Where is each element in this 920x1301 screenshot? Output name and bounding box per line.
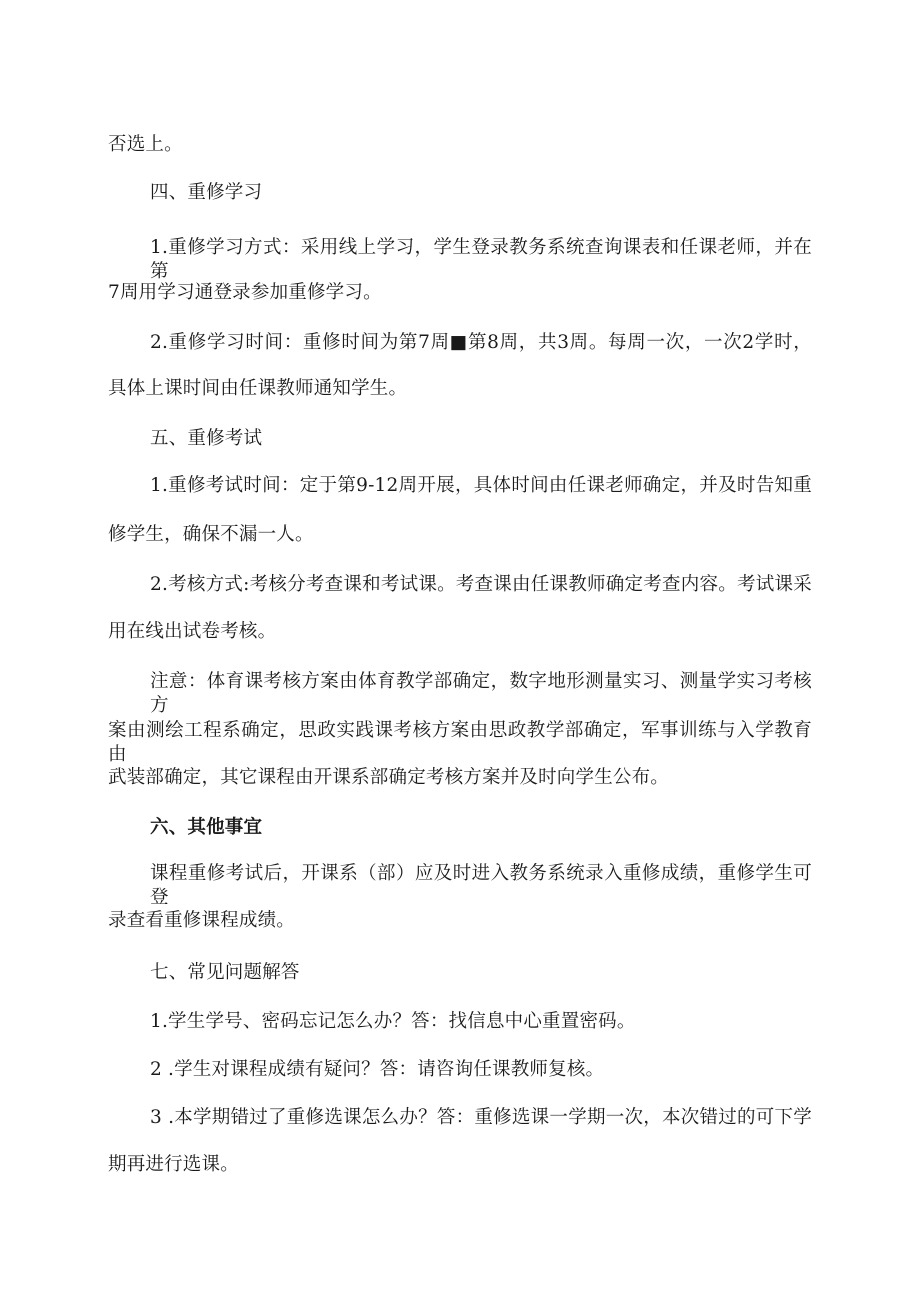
section-heading-6: 六、其他事宜 bbox=[150, 817, 263, 838]
paragraph-line: 具体上课时间由任课教师通知学生。 bbox=[108, 378, 408, 399]
section-heading-4: 四、重修学习 bbox=[150, 182, 263, 203]
faq-item: 3 .本学期错过了重修选课怎么办？答：重修选课一学期一次，本次错过的可下学 bbox=[150, 1107, 812, 1128]
paragraph-continuation: 否选上。 bbox=[108, 134, 183, 155]
paragraph-line: 案由测绘工程系确定，思政实践课考核方案由思政教学部确定，军事训练与入学教育由 bbox=[108, 720, 812, 765]
faq-item-continuation: 期再进行选课。 bbox=[108, 1154, 239, 1175]
paragraph-line: 课程重修考试后，开课系（部）应及时进入教务系统录入重修成绩，重修学生可登 bbox=[150, 863, 812, 908]
section-heading-7: 七、常见问题解答 bbox=[150, 962, 300, 983]
paragraph-line: 用在线出试卷考核。 bbox=[108, 621, 277, 642]
paragraph-line: 7周用学习通登录参加重修学习。 bbox=[108, 282, 382, 303]
section-heading-5: 五、重修考试 bbox=[150, 428, 263, 449]
paragraph-line: 武装部确定，其它课程由开课系部确定考核方案并及时向学生公布。 bbox=[108, 767, 670, 788]
faq-item: 1.学生学号、密码忘记怎么办？答：找信息中心重置密码。 bbox=[150, 1011, 636, 1032]
paragraph-line: 2.重修学习时间：重修时间为第7周■第8周，共3周。每周一次，一次2学时， bbox=[150, 332, 812, 353]
paragraph-line: 修学生，确保不漏一人。 bbox=[108, 524, 314, 545]
paragraph-line: 2.考核方式:考核分考查课和考试课。考查课由任课教师确定考查内容。考试课采 bbox=[150, 574, 812, 595]
paragraph-line: 注意：体育课考核方案由体育教学部确定，数字地形测量实习、测量学实习考核方 bbox=[150, 671, 812, 716]
paragraph-line: 1.重修考试时间：定于第9-12周开展，具体时间由任课老师确定，并及时告知重 bbox=[150, 475, 812, 496]
paragraph-line: 1.重修学习方式：采用线上学习，学生登录教务系统查询课表和任课老师，并在第 bbox=[150, 237, 812, 282]
faq-item: 2 .学生对课程成绩有疑问？答：请咨询任课教师复核。 bbox=[150, 1059, 605, 1080]
paragraph-line: 录查看重修课程成绩。 bbox=[108, 910, 296, 931]
